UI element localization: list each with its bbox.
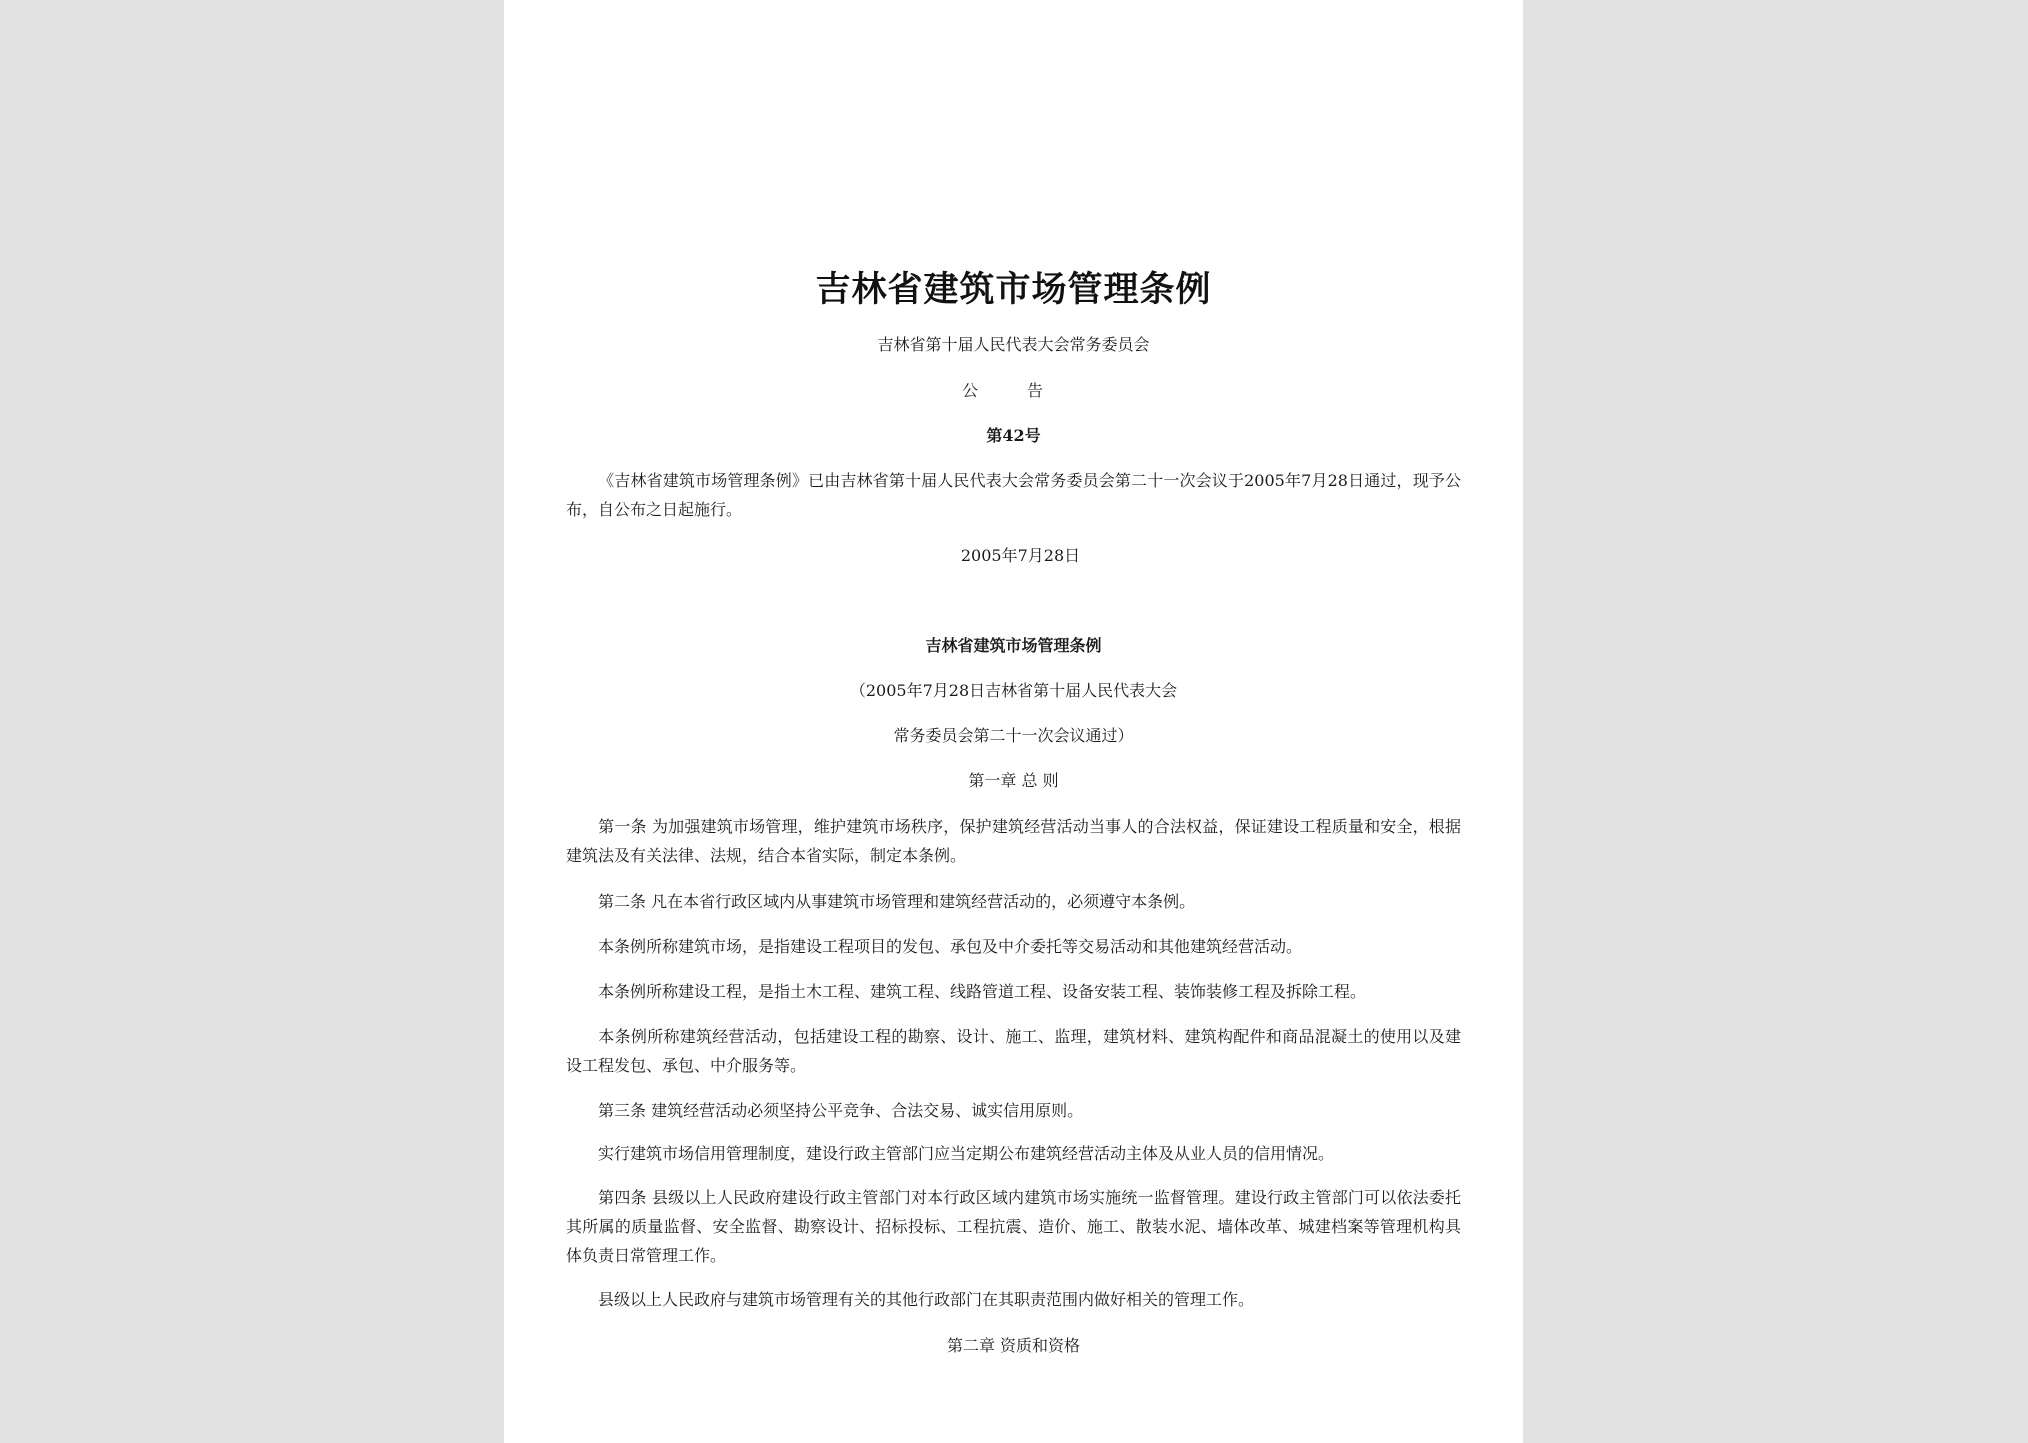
article-2 [566, 887, 1461, 916]
article-2-paragraph-2 [566, 932, 1461, 961]
notice-paragraph [566, 466, 1461, 524]
article-2-p2-text: 本条例所称建筑市场，是指建设工程项目的发包、承包及中介委托等交易活动和其他建筑经营活动。 [598, 937, 1303, 956]
article-1 [566, 812, 1461, 870]
notice-date: 2005年7月28日 [960, 546, 1081, 565]
article-4-text: 第四条 县级以上人民政府建设行政主管部门对本行政区域内建筑市场实施统一监督管理。建设行政主管部门可以依法委托其所属的质量监督、安全监督、勘察设计、招标投标、工程抗震、造价、施工、散装水泥、墙体改革、城建档案等管理机构具体负责日常管理工作。 [566, 1188, 1461, 1265]
chapter-1-heading: 第一章 总 则 [968, 771, 1059, 790]
article-3-p2-text: 实行建筑市场信用管理制度，建设行政主管部门应当定期公布建筑经营活动主体及从业人员的信用情况。 [598, 1144, 1335, 1163]
document-page [504, 0, 1523, 1443]
article-2-p3-text: 本条例所称建设工程，是指土木工程、建筑工程、线路管道工程、设备安装工程、装饰装修工程及拆除工程。 [598, 982, 1367, 1001]
article-3-text: 第三条 建筑经营活动必须坚持公平竞争、合法交易、诚实信用原则。 [598, 1101, 1084, 1120]
article-2-text: 第二条 凡在本省行政区域内从事建筑市场管理和建筑经营活动的，必须遵守本条例。 [598, 892, 1196, 911]
article-4-paragraph-2 [566, 1285, 1461, 1314]
document-body [566, 0, 1461, 1443]
document-title: 吉林省建筑市场管理条例 [815, 269, 1212, 310]
article-3-paragraph-2 [566, 1139, 1461, 1168]
body-title: 吉林省建筑市场管理条例 [925, 636, 1102, 655]
notice-number: 第42号 [986, 426, 1041, 445]
adoption-line-1: （2005年7月28日吉林省第十届人民代表大会 [849, 681, 1178, 700]
issuer-line: 吉林省第十届人民代表大会常务委员会 [877, 335, 1150, 354]
article-2-p4-text: 本条例所称建筑经营活动，包括建设工程的勘察、设计、施工、监理，建筑材料、建筑构配件和商品混凝土的使用以及建设工程发包、承包、中介服务等。 [566, 1027, 1461, 1075]
article-2-paragraph-3 [566, 977, 1461, 1006]
article-2-paragraph-4 [566, 1022, 1461, 1080]
article-3 [566, 1096, 1461, 1125]
article-1-text: 第一条 为加强建筑市场管理，维护建筑市场秩序，保护建筑经营活动当事人的合法权益，保证建设工程质量和安全，根据建筑法及有关法律、法规，结合本省实际，制定本条例。 [566, 817, 1461, 865]
article-4-p2-text: 县级以上人民政府与建筑市场管理有关的其他行政部门在其职责范围内做好相关的管理工作。 [598, 1290, 1255, 1309]
article-4 [566, 1183, 1461, 1270]
notice-text: 《吉林省建筑市场管理条例》已由吉林省第十届人民代表大会常务委员会第二十一次会议于2005年7月28日通过，现予公布，自公布之日起施行。 [566, 471, 1461, 519]
adoption-line-2: 常务委员会第二十一次会议通过） [893, 726, 1134, 745]
chapter-2-heading: 第二章 资质和资格 [946, 1336, 1081, 1355]
notice-label: 公 告 [961, 381, 1066, 400]
